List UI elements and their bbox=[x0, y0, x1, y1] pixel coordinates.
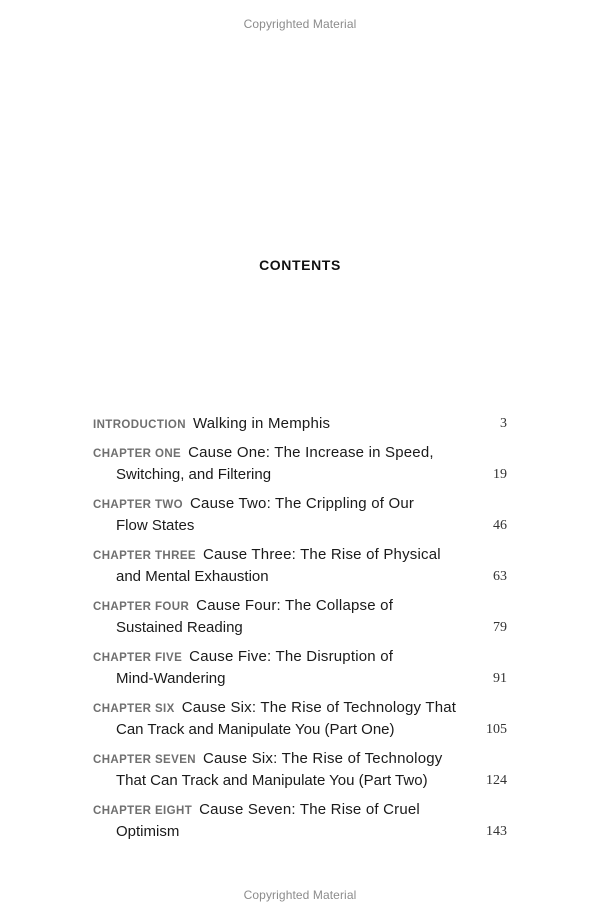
chapter-label: CHAPTER THREE bbox=[93, 550, 196, 562]
chapter-title-continuation: Flow States bbox=[116, 517, 195, 534]
page-number: 3 bbox=[500, 416, 507, 431]
chapter-title: Walking in Memphis bbox=[192, 415, 331, 432]
page-number: 124 bbox=[486, 773, 507, 788]
toc-entry-line bbox=[93, 697, 507, 719]
page-number: 105 bbox=[486, 722, 507, 737]
toc-entry-chapter-one[interactable] bbox=[93, 442, 507, 486]
toc-entry-line bbox=[93, 493, 507, 515]
copyright-watermark-top: Copyrighted Material bbox=[243, 17, 357, 31]
toc-entry-chapter-three[interactable] bbox=[93, 544, 507, 588]
toc-entry-line bbox=[93, 544, 507, 566]
chapter-label: INTRODUCTION bbox=[93, 419, 186, 431]
chapter-title-continuation: and Mental Exhaustion bbox=[116, 568, 269, 585]
copyright-watermark-bottom: Copyrighted Material bbox=[243, 888, 357, 902]
chapter-label: CHAPTER FIVE bbox=[93, 652, 183, 664]
table-of-contents bbox=[93, 413, 507, 850]
chapter-label: CHAPTER TWO bbox=[93, 499, 184, 511]
chapter-label: CHAPTER EIGHT bbox=[93, 805, 193, 817]
chapter-title: Cause Seven: The Rise of Cruel bbox=[199, 801, 420, 818]
toc-entry-chapter-four[interactable] bbox=[93, 595, 507, 639]
page-number: 91 bbox=[493, 671, 507, 686]
chapter-label: CHAPTER SEVEN bbox=[93, 754, 196, 766]
chapter-title-continuation: Mind-Wandering bbox=[116, 670, 226, 687]
chapter-title: Cause Six: The Rise of Technology bbox=[202, 750, 443, 767]
chapter-title-continuation: Switching, and Filtering bbox=[116, 466, 272, 483]
page-number: 143 bbox=[486, 824, 507, 839]
chapter-title: Cause Two: The Crippling of Our bbox=[190, 495, 415, 512]
chapter-title-continuation: Can Track and Manipulate You (Part One) bbox=[116, 721, 395, 738]
chapter-title: Cause One: The Increase in Speed, bbox=[188, 444, 434, 461]
toc-entry-line bbox=[93, 799, 507, 821]
chapter-title: Cause Five: The Disruption of bbox=[189, 648, 394, 665]
chapter-title-continuation: Sustained Reading bbox=[116, 619, 243, 636]
toc-entry-chapter-two[interactable] bbox=[93, 493, 507, 537]
contents-heading: CONTENTS bbox=[259, 257, 341, 273]
chapter-label: CHAPTER ONE bbox=[93, 448, 182, 460]
chapter-label: CHAPTER SIX bbox=[93, 703, 175, 715]
toc-entry-line bbox=[93, 442, 507, 464]
toc-entry-chapter-five[interactable] bbox=[93, 646, 507, 690]
toc-entry-line bbox=[93, 748, 507, 770]
toc-entry-line bbox=[93, 413, 507, 435]
chapter-title: Cause Four: The Collapse of bbox=[196, 597, 394, 614]
toc-entry-line bbox=[93, 595, 507, 617]
page-number: 19 bbox=[493, 467, 507, 482]
chapter-title: Cause Three: The Rise of Physical bbox=[202, 546, 441, 563]
toc-entry-introduction[interactable] bbox=[93, 413, 507, 435]
chapter-label: CHAPTER FOUR bbox=[93, 601, 190, 613]
page-number: 46 bbox=[493, 518, 507, 533]
toc-entry-chapter-six[interactable] bbox=[93, 697, 507, 741]
page-number: 63 bbox=[493, 569, 507, 584]
toc-entry-line bbox=[93, 646, 507, 668]
toc-entry-chapter-seven[interactable] bbox=[93, 748, 507, 792]
chapter-title-continuation: That Can Track and Manipulate You (Part Two) bbox=[116, 772, 428, 789]
toc-entry-chapter-eight[interactable] bbox=[93, 799, 507, 843]
chapter-title: Cause Six: The Rise of Technology That bbox=[181, 699, 457, 716]
chapter-title-continuation: Optimism bbox=[116, 823, 180, 840]
page-number: 79 bbox=[493, 620, 507, 635]
